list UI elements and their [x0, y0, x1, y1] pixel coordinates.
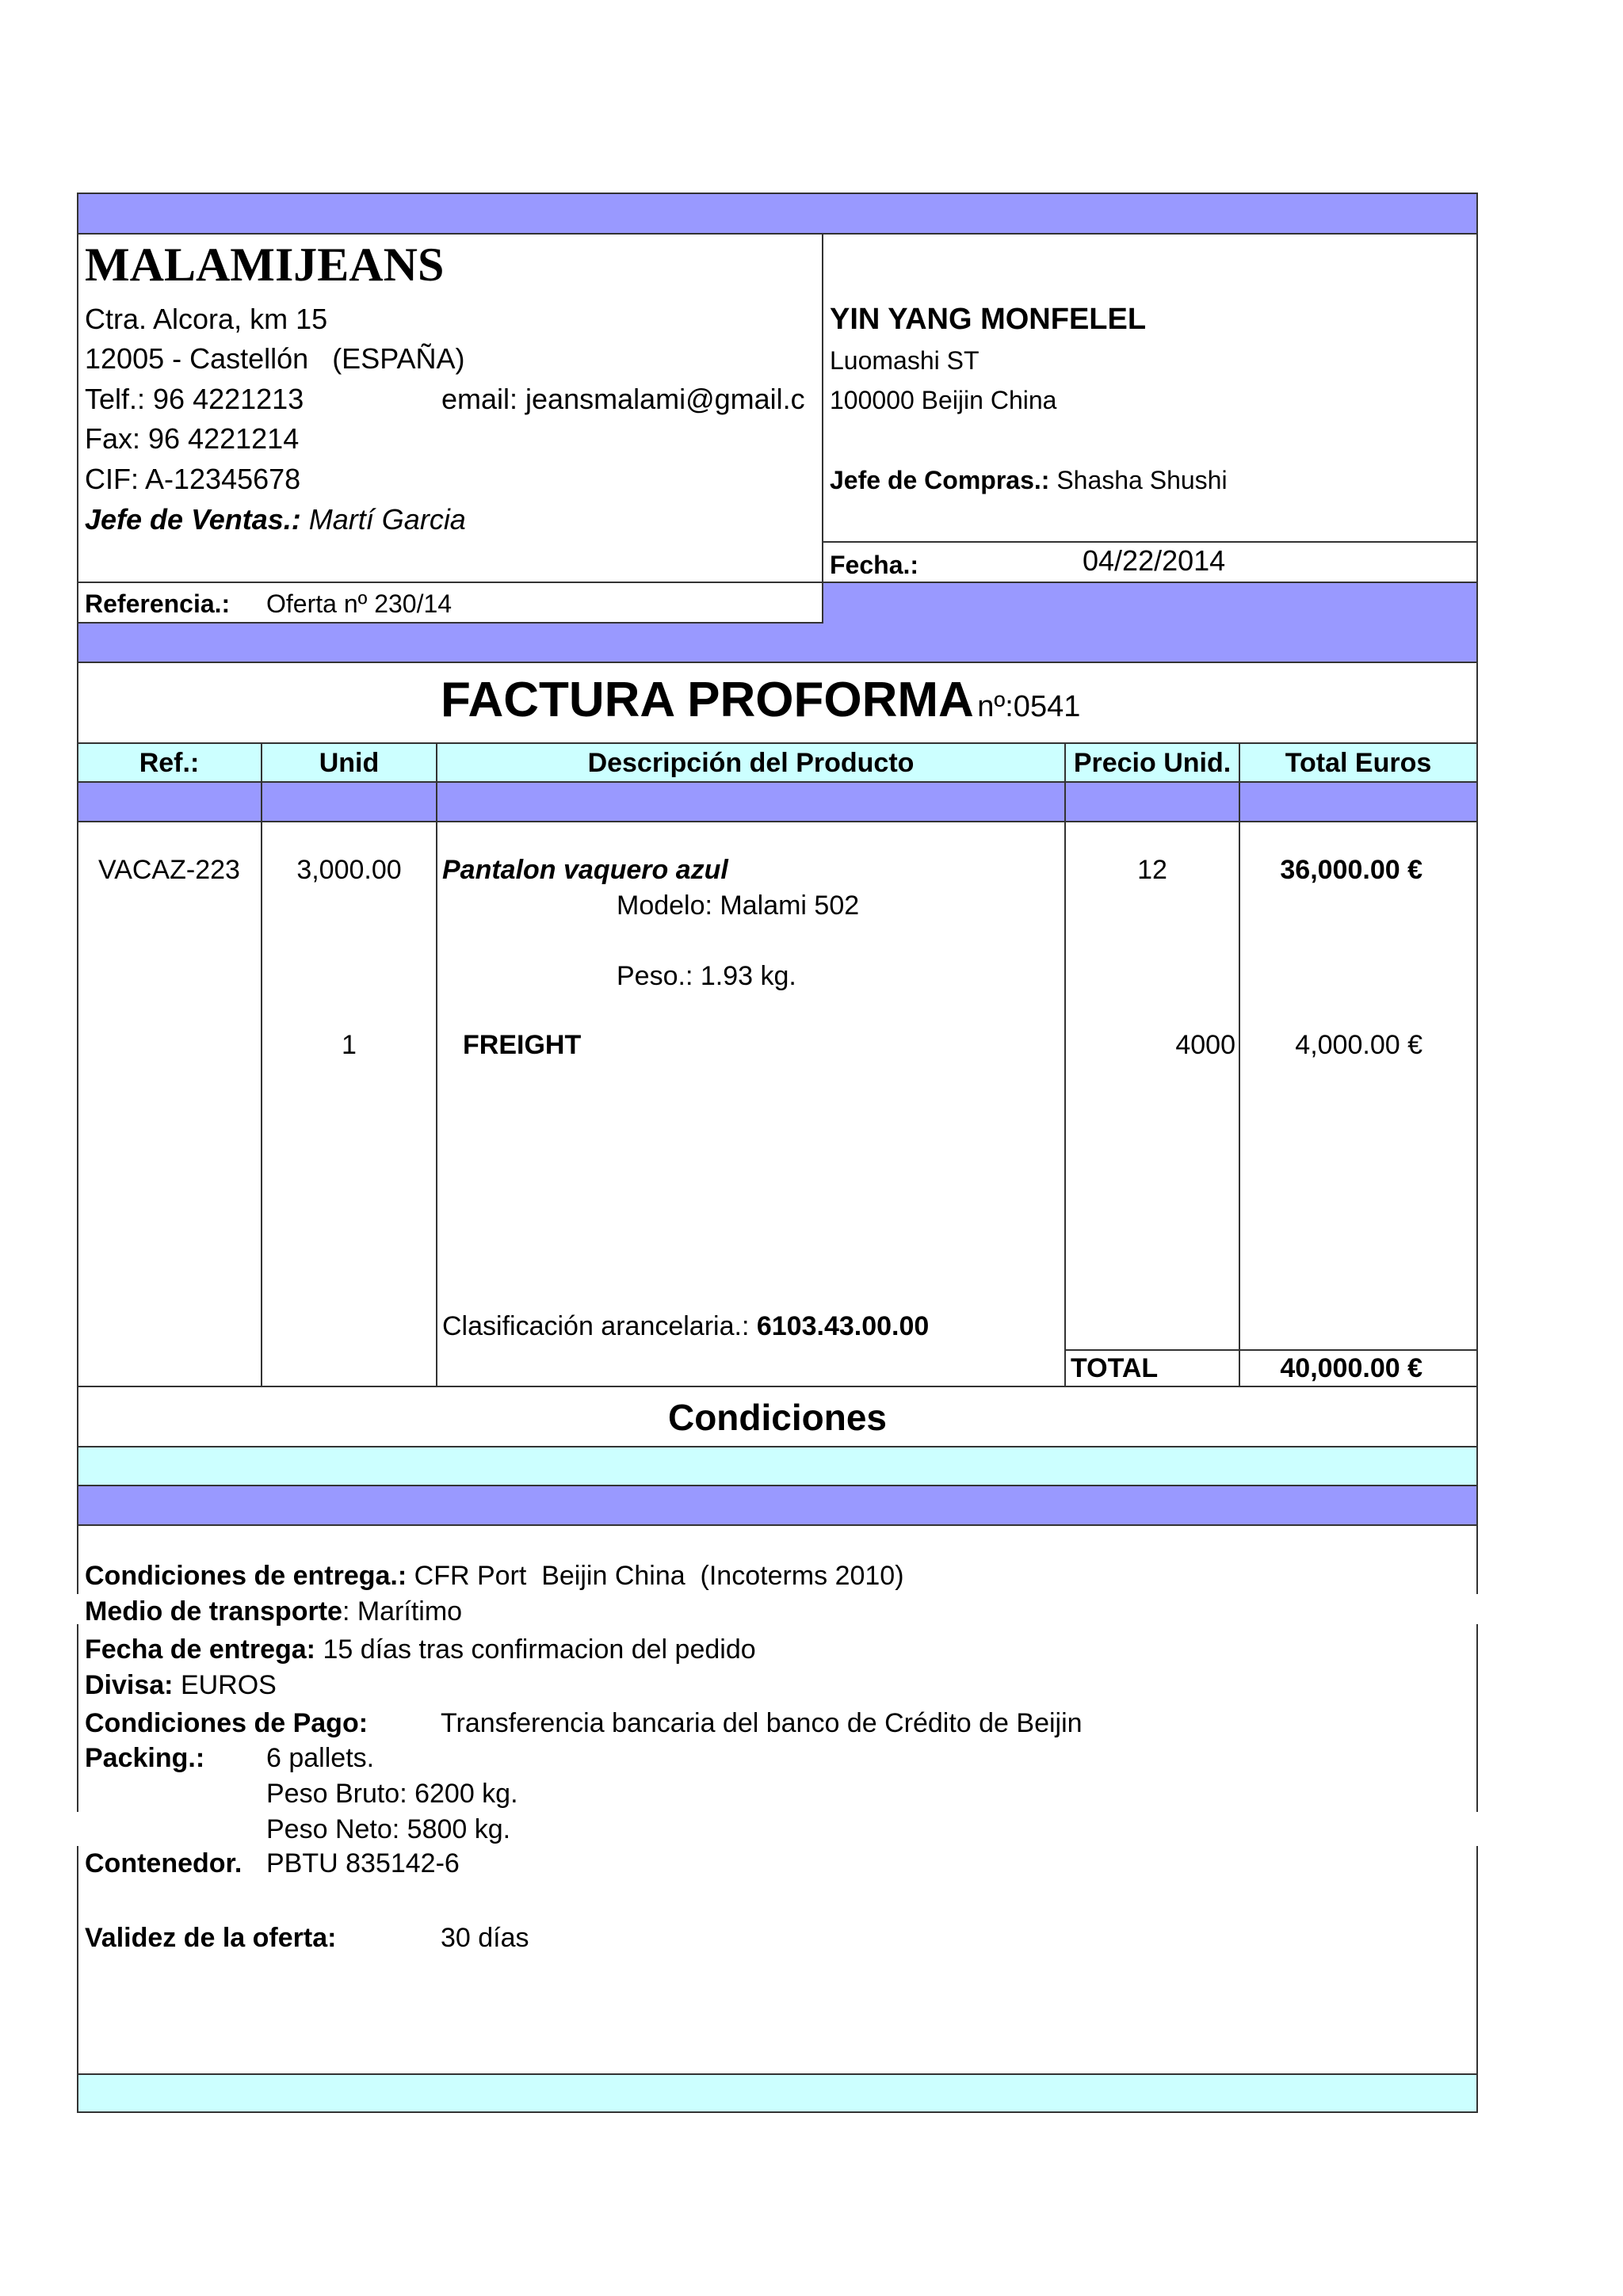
- tariff-classification: [442, 1313, 929, 1340]
- invoice-title-main: FACTURA PROFORMA: [441, 673, 974, 727]
- item-unit: 1: [342, 1030, 357, 1060]
- bottom-band: [78, 2073, 1477, 2111]
- delivery-conditions: [85, 1562, 904, 1589]
- reference-value: Oferta nº 230/14: [266, 589, 453, 618]
- invoice-number: nº:0541: [977, 690, 1081, 723]
- buyer-city: 100000 Beijin China: [830, 386, 1057, 414]
- reference-label: Referencia.:: [85, 589, 231, 618]
- item-total: 36,000.00 €: [1280, 855, 1423, 885]
- currency-label: Divisa:: [85, 1670, 174, 1700]
- purchasing-manager-name: Shasha Shushi: [1056, 466, 1228, 494]
- seller-email: email: jeansmalami@gmail.c: [441, 383, 805, 415]
- transport-mode-value: : Marítimo: [342, 1596, 463, 1627]
- payment-conditions-value: Transferencia bancaria del banco de Crédito de Beijin: [441, 1708, 1083, 1738]
- item-description: FREIGHT: [463, 1030, 582, 1060]
- column-header-unit: Unid: [319, 748, 380, 778]
- item-description: Pantalon vaquero azul: [442, 855, 728, 885]
- seller-email-clip: [441, 380, 821, 418]
- column-header-total: Total Euros: [1285, 748, 1432, 778]
- conditions-cyan-band: [78, 1446, 1477, 1486]
- items-top-band: [78, 781, 1477, 821]
- currency: [85, 1672, 277, 1699]
- transport-mode-label: Medio de transporte: [85, 1596, 342, 1627]
- offer-validity-value: 30 días: [441, 1923, 529, 1953]
- item-total: 4,000.00 €: [1295, 1030, 1423, 1060]
- buyer-street: Luomashi ST: [830, 346, 980, 375]
- seller-phone: Telf.: 96 4221213: [85, 383, 304, 415]
- sales-manager-label: Jefe de Ventas.:: [85, 503, 301, 536]
- tariff-value: 6103.43.00.00: [756, 1311, 930, 1341]
- transport-mode: [85, 1598, 462, 1625]
- currency-value: EUROS: [180, 1670, 277, 1700]
- purchasing-manager-label: Jefe de Compras.:: [830, 466, 1050, 494]
- tariff-label: Clasificación arancelaria.:: [442, 1311, 750, 1341]
- invoice-title: [441, 673, 1081, 727]
- column-header-ref: Ref.:: [139, 748, 200, 778]
- total-label: TOTAL: [1071, 1353, 1159, 1383]
- conditions-heading: Condiciones: [667, 1397, 888, 1438]
- sales-manager: [85, 505, 466, 534]
- offer-validity-label: Validez de la oferta:: [85, 1923, 337, 1953]
- container-label: Contenedor.: [85, 1848, 242, 1878]
- delivery-date-value: 15 días tras confirmacion del pedido: [323, 1634, 756, 1665]
- top-band: [78, 193, 1477, 233]
- reference-right-band: [823, 582, 1477, 622]
- purchasing-manager: [830, 467, 1228, 493]
- packing-label: Packing.:: [85, 1743, 205, 1773]
- delivery-date-label: Fecha de entrega:: [85, 1634, 315, 1665]
- container-value: PBTU 835142-6: [266, 1848, 460, 1878]
- item-ref: VACAZ-223: [98, 855, 240, 885]
- seller-address-line1: Ctra. Alcora, km 15: [85, 303, 328, 335]
- payment-conditions-label: Condiciones de Pago:: [85, 1708, 369, 1738]
- item-model: Modelo: Malami 502: [617, 891, 860, 921]
- seller-address-line2: 12005 - Castellón (ESPAÑA): [85, 342, 465, 375]
- item-unit: 3,000.00: [296, 855, 402, 885]
- seller-fax: Fax: 96 4221214: [85, 422, 300, 455]
- date-label: Fecha.:: [830, 551, 919, 579]
- delivery-conditions-label: Condiciones de entrega.:: [85, 1561, 407, 1591]
- packing-line: Peso Bruto: 6200 kg.: [266, 1779, 518, 1809]
- total-value: 40,000.00 €: [1280, 1353, 1423, 1383]
- item-weight: Peso.: 1.93 kg.: [617, 961, 796, 991]
- separator-band: [78, 622, 1477, 662]
- item-unit-price: 4000: [1175, 1030, 1235, 1060]
- delivery-date: [85, 1636, 756, 1663]
- column-header-description: Descripción del Producto: [587, 748, 915, 778]
- date-value: 04/22/2014: [1083, 544, 1226, 577]
- packing-line: Peso Neto: 5800 kg.: [266, 1814, 511, 1844]
- seller-name: MALAMIJEANS: [85, 238, 445, 291]
- column-header-unit-price: Precio Unid.: [1073, 748, 1232, 778]
- buyer-name: YIN YANG MONFELEL: [830, 303, 1147, 336]
- seller-cif: CIF: A-12345678: [85, 463, 301, 495]
- conditions-purple-band: [78, 1486, 1477, 1525]
- sales-manager-name: Martí Garcia: [308, 503, 466, 536]
- item-unit-price: 12: [1137, 855, 1167, 885]
- packing-line: 6 pallets.: [266, 1743, 375, 1773]
- delivery-conditions-value: CFR Port Beijin China (Incoterms 2010): [414, 1561, 904, 1591]
